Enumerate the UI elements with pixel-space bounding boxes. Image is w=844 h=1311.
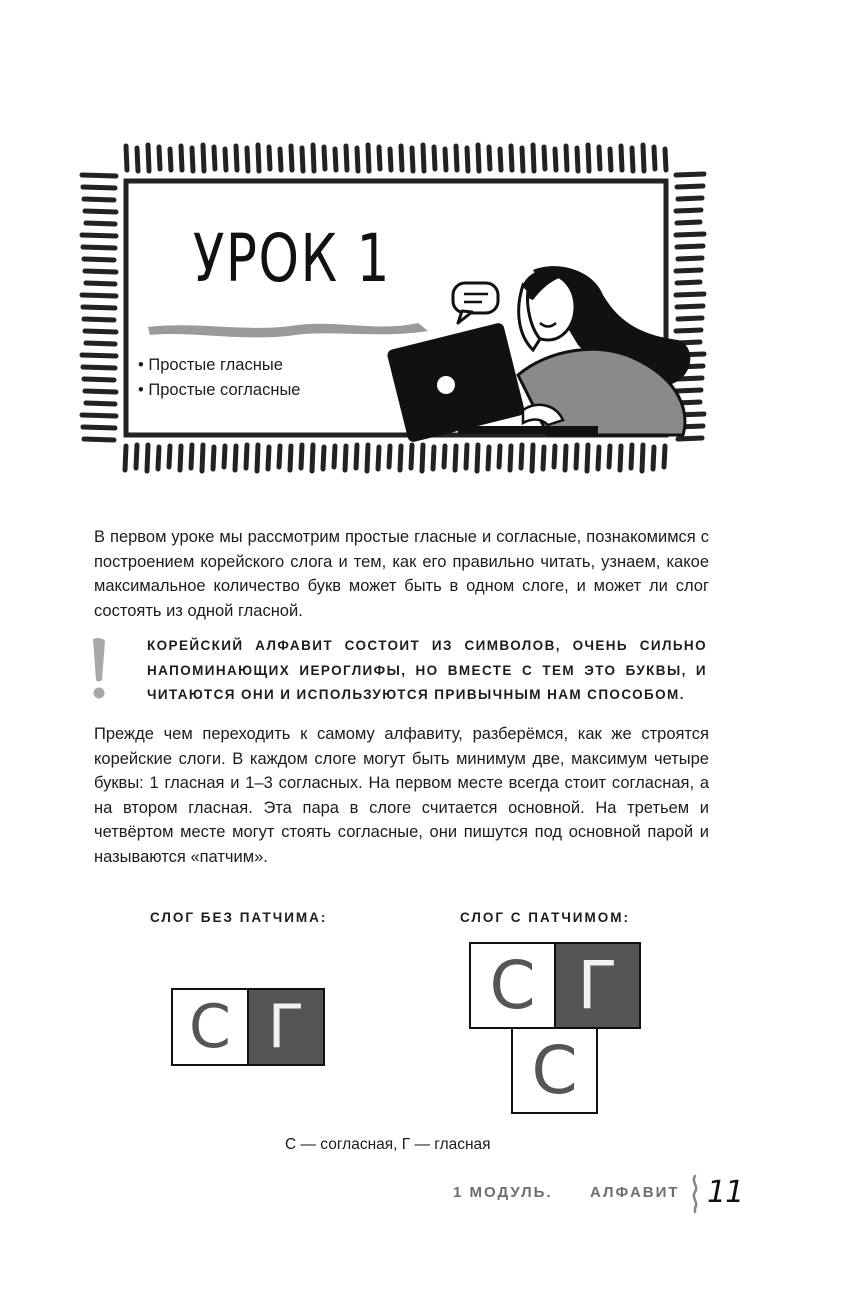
hatch-stroke [224, 446, 225, 467]
hatch-stroke [213, 447, 214, 469]
hatch-stroke [148, 145, 149, 171]
hatch-stroke [85, 271, 116, 272]
hatch-stroke [192, 148, 193, 171]
hatch-stroke [324, 147, 325, 169]
hatch-stroke [544, 147, 545, 169]
hatch-stroke [84, 379, 114, 380]
hatch-stroke [478, 145, 479, 171]
hatch-stroke [85, 211, 116, 212]
hatch-stroke [389, 446, 390, 467]
lesson-topics-list [138, 353, 300, 403]
diagram-label-without-patchim: СЛОГ БЕЗ ПАТЧИМА: [150, 910, 328, 925]
hatch-stroke [664, 446, 665, 467]
hatch-stroke [444, 446, 445, 467]
hatch-stroke [676, 270, 701, 271]
hatch-stroke [82, 415, 116, 416]
hatch-stroke [258, 145, 259, 171]
hatch-stroke [433, 447, 434, 469]
hatch-stroke [654, 147, 655, 169]
consonant-cell: С [469, 942, 556, 1029]
hatch-stroke [291, 146, 292, 170]
hatch-stroke [400, 446, 401, 470]
hatch-stroke [268, 447, 269, 469]
hatch-stroke [456, 146, 457, 170]
hatch-stroke [84, 439, 114, 440]
hatch-stroke [84, 319, 114, 320]
hatch-stroke [83, 367, 115, 368]
page-number: 11 [707, 1175, 744, 1210]
hatch-stroke [621, 146, 622, 170]
hatch-stroke [334, 446, 335, 467]
hatch-stroke [577, 148, 578, 171]
hatch-stroke [86, 343, 115, 344]
hatch-stroke [576, 445, 577, 468]
hatch-stroke [412, 148, 413, 171]
hatch-stroke [126, 146, 127, 170]
hatch-stroke [565, 446, 566, 470]
hatch-stroke [587, 445, 588, 471]
hatch-stroke [247, 148, 248, 171]
hatch-stroke [158, 447, 159, 469]
hatch-stroke [236, 146, 237, 170]
callout-note: КОРЕЙСКИЙ АЛФАВИТ СОСТОИТ ИЗ СИМВОЛОВ, ОЧЕНЬ СИЛЬНО НАПОМИНАЮЩИХ ИЕРОГЛИФЫ, НО ВМЕСТЕ С ТЕМ ЭТО БУКВЫ, И ЧИТАЮТСЯ ОНИ И ИСПОЛЬЗУЮТСЯ ПРИВЫЧНЫМ НАМ СПОСОБОМ. [147, 638, 707, 702]
hatch-stroke [677, 246, 703, 247]
hatch-stroke [500, 149, 501, 170]
hatch-stroke [84, 259, 114, 260]
speech-bubble-icon [453, 283, 498, 323]
hatch-stroke [643, 145, 644, 171]
hatch-stroke [678, 438, 702, 439]
hatch-stroke [445, 149, 446, 170]
hatch-stroke [246, 445, 247, 468]
hatch-stroke [631, 445, 632, 468]
brush-stroke-decoration [148, 323, 428, 337]
lesson-title: УРОК 1 [193, 220, 391, 297]
hatch-stroke [356, 445, 357, 468]
hatch-stroke [678, 258, 702, 259]
diagram-label-with-patchim: СЛОГ С ПАТЧИМОМ: [460, 910, 630, 925]
exclamation-icon [88, 635, 110, 703]
hatch-stroke [499, 446, 500, 467]
hatch-stroke [269, 147, 270, 169]
hatch-stroke [521, 445, 522, 468]
hatch-stroke [677, 186, 703, 187]
hatch-stroke [555, 149, 556, 170]
woman-with-laptop-illustration [386, 266, 690, 443]
hatch-stroke [598, 447, 599, 469]
hatch-stroke [136, 445, 137, 468]
hatch-stroke [290, 446, 291, 470]
hatch-stroke [411, 445, 412, 468]
hatch-stroke [169, 446, 170, 467]
hatch-stroke [401, 146, 402, 170]
hatch-stroke [632, 148, 633, 171]
hatch-stroke [83, 187, 115, 188]
hatch-stroke [554, 446, 555, 467]
hatch-stroke [302, 148, 303, 171]
hatch-stroke [588, 145, 589, 171]
hatch-stroke [609, 446, 610, 467]
hatch-stroke [257, 445, 258, 471]
hatch-stroke [677, 222, 700, 223]
hatch-stroke [82, 295, 116, 296]
hatch-stroke [214, 147, 215, 169]
hatch-stroke [665, 149, 666, 170]
footer-module: 1 МОДУЛЬ. [453, 1184, 553, 1201]
hatch-stroke [279, 446, 280, 467]
hatch-stroke [83, 307, 115, 308]
hatch-stroke [345, 446, 346, 470]
hatch-stroke [676, 210, 701, 211]
vowel-cell: Г [247, 988, 325, 1066]
hatch-stroke [85, 391, 116, 392]
hatch-stroke [203, 145, 204, 171]
hatch-stroke [368, 145, 369, 171]
topic-item: • Простые согласные [138, 378, 300, 403]
hatch-stroke [86, 403, 115, 404]
hatch-stroke [159, 147, 160, 169]
patchim-consonant-cell: С [511, 1027, 598, 1114]
hatch-stroke [511, 146, 512, 170]
lesson-header [78, 135, 708, 480]
hatch-stroke [301, 445, 302, 468]
hatch-stroke [125, 446, 126, 470]
hatch-stroke [85, 331, 116, 332]
hatch-stroke [147, 445, 148, 471]
intro-paragraph: В первом уроке мы рассмотрим простые гласные и согласные, познакомимся с построением корейского слога и тем, как его правильно читать, узнаем, какое максимальное количество букв может быть в одном слоге, и может ли слог состоять из одной гласной. [94, 528, 709, 620]
hatch-stroke [379, 147, 380, 169]
hatch-stroke [677, 282, 700, 283]
hatch-stroke [313, 145, 314, 171]
hatch-stroke [466, 445, 467, 468]
hatch-stroke [82, 355, 116, 356]
hatch-stroke [86, 283, 115, 284]
hatch-stroke [346, 146, 347, 170]
hatch-stroke [599, 147, 600, 169]
main-paragraph: Прежде чем переходить к самому алфавиту, разберёмся, как же строятся корейские слоги. В каждом слоге могут быть минимум две, максимум четыре буквы: 1 гласная и 1–3 согласных. На первом месте всегда стоит согласная, а на втором гласная. Эта пара в слоге считается основной. На третьем и четвёртом месте могут стоять согласные, они пишутся под основной парой и называются «патчим». [94, 725, 709, 866]
footer-section: АЛФАВИТ [590, 1184, 680, 1201]
hatch-stroke [191, 445, 192, 468]
hatch-stroke [82, 235, 116, 236]
hatch-stroke [467, 148, 468, 171]
hatch-stroke [82, 175, 116, 176]
hatch-stroke [323, 447, 324, 469]
topic-item: • Простые гласные [138, 353, 300, 378]
hatch-stroke [678, 198, 702, 199]
hatch-stroke [378, 447, 379, 469]
hatch-stroke [620, 446, 621, 470]
hatch-stroke [532, 445, 533, 471]
hatch-stroke [677, 306, 703, 307]
hatch-stroke [180, 446, 181, 470]
hatch-stroke [390, 149, 391, 170]
hatch-stroke [137, 148, 138, 171]
hatch-stroke [335, 149, 336, 170]
page-divider-brace-icon [688, 1174, 702, 1214]
hatch-stroke [566, 146, 567, 170]
hatch-stroke [83, 427, 115, 428]
hatch-stroke [676, 330, 701, 331]
hatch-stroke [86, 223, 115, 224]
vowel-cell: Г [554, 942, 641, 1029]
hatch-stroke [170, 149, 171, 170]
hatch-stroke [312, 445, 313, 471]
hatch-stroke [676, 234, 704, 235]
hatch-stroke [181, 146, 182, 170]
hatch-stroke [522, 148, 523, 171]
hatch-stroke [489, 147, 490, 169]
hatch-stroke [678, 318, 702, 319]
consonant-cell: С [171, 988, 249, 1066]
hatch-stroke [610, 149, 611, 170]
hatch-stroke [676, 390, 701, 391]
hatch-stroke [202, 445, 203, 471]
hatch-stroke [676, 294, 704, 295]
hatch-stroke [676, 174, 704, 175]
hatch-stroke [488, 447, 489, 469]
hatch-stroke [510, 446, 511, 470]
hatch-stroke [225, 149, 226, 170]
hatch-stroke [477, 445, 478, 471]
hatch-stroke [455, 446, 456, 470]
hatch-stroke [642, 445, 643, 471]
hatch-stroke [422, 445, 423, 471]
hatch-stroke [357, 148, 358, 171]
hatch-stroke [280, 149, 281, 170]
hatch-stroke [434, 147, 435, 169]
hatch-stroke [84, 199, 114, 200]
hatched-frame [78, 135, 708, 480]
hatch-stroke [235, 446, 236, 470]
hatch-stroke [653, 447, 654, 469]
hatch-stroke [83, 247, 115, 248]
diagram-legend: С — согласная, Г — гласная [285, 1136, 491, 1153]
hatch-stroke [543, 447, 544, 469]
hatch-stroke [423, 145, 424, 171]
hatch-stroke [367, 445, 368, 471]
hatch-stroke [533, 145, 534, 171]
